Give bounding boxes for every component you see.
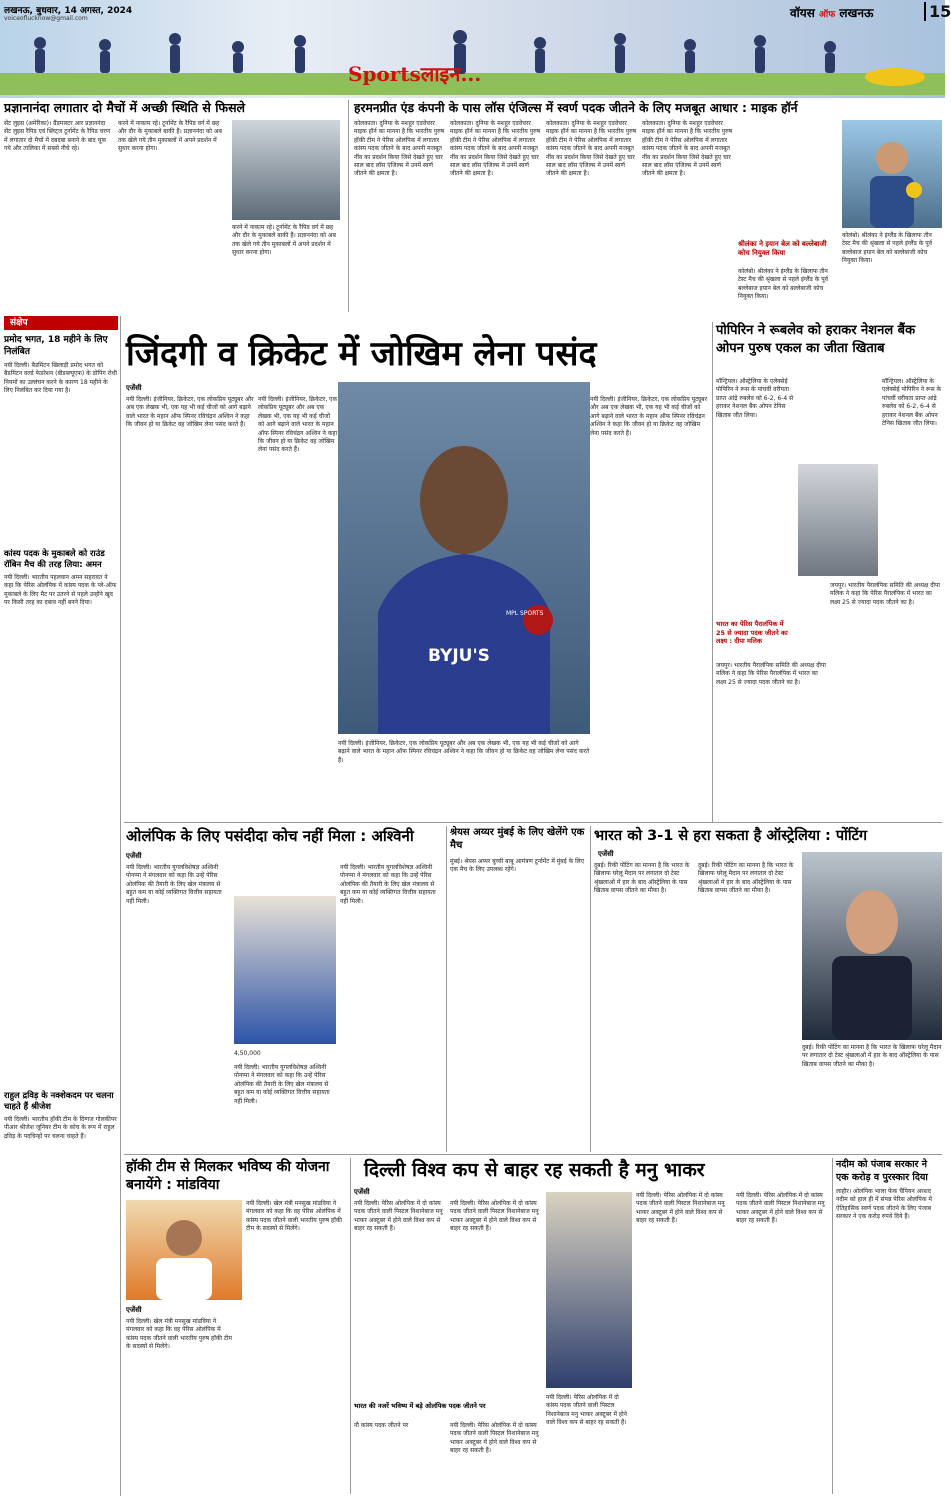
story-body: मॉन्ट्रियल। ऑस्ट्रेलिया के एलेक्सेई पोपिरिन ने रूस के पांचवीं वरीयता प्राप्त आंद्रे रुबलेव को 6-2, 6-4 से हराकर नेशनल बैंक ओपन टेनिस खिताब जीत लिया। <box>716 378 794 419</box>
brief-headline: कांस्य पदक के मुकाबले को राउंड रॉबिन मैच की तरह लिया: अमन <box>4 548 105 569</box>
brand-part-a: वॉयस <box>790 6 815 20</box>
story-headline: हॉकी टीम से मिलकर भविष्य की योजना बनायेंगे : मांडविया <box>126 1159 330 1193</box>
story-body: कोलकाता। दुनिया के मशहूर एडवेंचरर माइक हॉर्न का मानना है कि भारतीय पुरुष हॉकी टीम ने पेरिस ओलंपिक में लगातार कांस्य पदक जीतने के बाद अपनी मजबूत नींव का प्रदर्शन किया जिसे देखते हुए चार साल बाद लॉस एंजिल्स में उनमें स्वर्ण जीतने की क्षमता है। <box>354 120 445 178</box>
sub-headline: श्रीलंका ने इयान बेल को बल्लेबाजी कोच नियुक्त किया <box>738 240 827 257</box>
column-divider <box>712 322 713 822</box>
brief-body: नयी दिल्ली। भारतीय पहलवान अमन सहरावत ने कहा कि पेरिस ओलंपिक में कांस्य पदक के प्ले-ऑफ मुकाबले के लिए मैट पर उतरने से पहले उन्होंने खुद पर किसी तरह का दबाव नहीं बनने दिया। <box>4 574 117 607</box>
story-nadeem <box>836 1158 942 1494</box>
ashwin-photo <box>338 382 590 734</box>
story-body-col4: कोलकाता। दुनिया के मशहूर एडवेंचरर माइक हॉर्न का मानना है कि भारतीय पुरुष हॉकी टीम ने पेरिस ओलंपिक में लगातार कांस्य पदक जीतने के बाद अपनी मजबूत नींव का प्रदर्शन किया जिसे देखते हुए चार साल बाद लॉस एंजिल्स में उनमें स्वर्ण जीतने की क्षमता है। <box>642 120 733 178</box>
story-body-col2: कोलकाता। दुनिया के मशहूर एडवेंचरर माइक हॉर्न का मानना है कि भारतीय पुरुष हॉकी टीम ने पेरिस ओलंपिक में लगातार कांस्य पदक जीतने के बाद अपनी मजबूत नींव का प्रदर्शन किया जिसे देखते हुए चार साल बाद लॉस एंजिल्स में उनमें स्वर्ण जीतने की क्षमता है। <box>450 120 541 178</box>
byline: एजेंसी <box>354 1188 370 1196</box>
story-headline: दिल्ली विश्व कप से बाहर रह सकती है मनु भाकर <box>364 1159 705 1181</box>
story-body: नयी दिल्ली। पेरिस ओलंपिक में दो कांस्य पदक जीतने वाली पिस्टल निशानेबाज मनु भाकर अक्टूबर में होने वाले विश्व कप से बाहर रह सकती हैं। <box>354 1200 443 1233</box>
main-body-bottom: नयी दिल्ली। इंजीनियर, क्रिकेटर, एक लोकप्रिय यूट्यूबर और अब एक लेखक भी, एक यह भी कई चीजों को आगे बढ़ाने वाले भारत के महान ऑफ स्पिनर रविचंद्रन अश्विन ने कहा कि जीवन हो या क्रिकेट वह जोखिम लेना पसंद करते हैं। <box>338 740 590 764</box>
story-continuation: करने में नाकाम रहे। टूर्नामेंट के रैपिड वर्ग में छह और दौर के मुकाबले बाकी हैं। प्रज्ञाननंदा को अब तक खेले गये तीन मुकाबलों में अपने प्रदर्शन में सुधार करना होगा। <box>232 224 336 257</box>
story-ponting <box>594 826 942 1152</box>
story-body-col2: नयी दिल्ली। पेरिस ओलंपिक में दो कांस्य पदक जीतने वाली पिस्टल निशानेबाज मनु भाकर अक्टूबर में होने वाले विश्व कप से बाहर रह सकती हैं। <box>450 1200 539 1233</box>
sub-body-col2: जयपुर। भारतीय पैरालंपिक समिति की अध्यक्ष दीपा मलिक ने कहा कि पेरिस पैरालंपिक में भारत का लक्ष्य 25 से ज्यादा पदक जीतने का है। <box>830 582 940 606</box>
story-body-col2: दुबई। रिकी पोंटिंग का मानना है कि भारत के खिलाफ घरेलू मैदान पर लगातार दो टेस्ट श्रृंखलाओं में हार के बाद ऑस्ट्रेलिया के पास खिताब वापस जीतने का मौका है। <box>698 862 794 895</box>
main-body-col1: नयी दिल्ली। इंजीनियर, क्रिकेटर, एक लोकप्रिय यूट्यूबर और अब एक लेखक भी, एक यह भी कई चीजों को आगे बढ़ाने वाले भारत के महान ऑफ स्पिनर रविचंद्रन अश्विन ने कहा कि जीवन हो या क्रिकेट वह जोखिम लेना पसंद करते हैं। <box>126 396 254 429</box>
story-body: मुंबई। श्रेयस अय्यर बुच्ची बाबू आमंत्रण टूर्नामेंट में मुंबई के लिए एक मैच के लिए उपलब्ध रहेंगे। <box>450 858 585 874</box>
sub-body: जयपुर। भारतीय पैरालंपिक समिति की अध्यक्ष दीपा मलिक ने कहा कि पेरिस पैरालंपिक में भारत का लक्ष्य 25 से ज्यादा पदक जीतने का है। <box>716 662 826 686</box>
story-body: नयी दिल्ली। खेल मंत्री मनसुख मांडविया ने मंगलवार को कहा कि वह पेरिस ओलंपिक में कांस्य पदक जीतने वाली भारतीय पुरुष हॉकी टीम के सदस्यों से मिलेंगे। <box>126 1318 233 1351</box>
mandaviya-photo <box>126 1200 242 1300</box>
story-popyrin <box>716 322 942 822</box>
sub-body: नौ कांस्य पदक जीतने पर <box>354 1422 409 1429</box>
story-headline: प्रज्ञानानंदा लगातार दो मैचों में अच्छी स्थिति से फिसले <box>4 100 245 115</box>
story-body-col3: नयी दिल्ली। पेरिस ओलंपिक में दो कांस्य पदक जीतने वाली पिस्टल निशानेबाज मनु भाकर अक्टूबर में होने वाले विश्व कप से बाहर रह सकती हैं। <box>546 1394 627 1427</box>
section-rule <box>124 1154 942 1155</box>
story-headline: हरमनप्रीत एंड कंपनी के पास लॉस एंजिल्स में स्वर्ण पदक जीतने के लिए मजबूत आधार : माइक हॉर्न <box>354 101 798 115</box>
column-divider <box>350 1158 351 1494</box>
story-body-col4: नयी दिल्ली। पेरिस ओलंपिक में दो कांस्य पदक जीतने वाली पिस्टल निशानेबाज मनु भाकर अक्टूबर में होने वाले विश्व कप से बाहर रह सकती हैं। <box>636 1192 725 1225</box>
sidebar-briefs <box>4 334 118 1492</box>
column-divider <box>120 316 121 1496</box>
story-body: लाहौर। ओलंपिक भाला फेंक चैंपियन अरशद नदीम को हाल ही में संपन्न पेरिस ओलंपिक में ऐतिहासिक स्वर्ण पदक जीतने के लिए पंजाब सरकार ने एक करोड़ रुपये दिये हैं। <box>836 1188 932 1221</box>
byline: एजेंसी <box>126 384 142 392</box>
section-title: Sportsलाइन... <box>348 62 482 86</box>
section-rule <box>124 822 942 823</box>
story-body: दुबई। रिकी पोंटिंग का मानना है कि भारत के खिलाफ घरेलू मैदान पर लगातार दो टेस्ट श्रृंखलाओं में हार के बाद ऑस्ट्रेलिया के पास खिताब वापस जीतने का मौका है। <box>594 862 690 895</box>
story-headline: पोपिरिन ने रूबलेव को हराकर नेशनल बैंक ओपन पुरुष एकल का जीता खिताब <box>716 323 916 356</box>
story-shreyas <box>450 826 588 1152</box>
brief-body: नयी दिल्ली। बैडमिंटन खिलाड़ी प्रमोद भगत को बैडमिंटन वर्ल्ड फेडरेशन (बीडब्ल्यूएफ) के डोपिंग रोधी नियमों का उल्लंघन करने के कारण 18 महीने के लिए निलंबित कर दिया गया है। <box>4 362 117 395</box>
dateline: लखनऊ, बुधवार, 14 अगस्त, 2024 <box>4 6 133 16</box>
story-pragyananda <box>4 100 346 312</box>
ashwini-body-col3: नयी दिल्ली। भारतीय युगलविशेषज्ञ अश्विनी पोनप्पा ने मंगलवार को कहा कि उन्हें पेरिस ओलंपिक की तैयारी के लिए खेल मंत्रालय से बहुत कम या कोई व्यक्तिगत वित्तीय सहायता नहीं मिली। <box>340 864 436 905</box>
brand-part-b: ऑफ <box>819 10 836 20</box>
ashwini-body-col2: नयी दिल्ली। भारतीय युगलविशेषज्ञ अश्विनी पोनप्पा ने मंगलवार को कहा कि उन्हें पेरिस ओलंपिक की तैयारी के लिए खेल मंत्रालय से बहुत कम या कोई व्यक्तिगत वित्तीय सहायता नहीं मिली। <box>234 1064 330 1105</box>
brand-part-c: लखनऊ <box>839 6 874 20</box>
story-body-col3: कोलकाता। दुनिया के मशहूर एडवेंचरर माइक हॉर्न का मानना है कि भारतीय पुरुष हॉकी टीम ने पेरिस ओलंपिक में लगातार कांस्य पदक जीतने के बाद अपनी मजबूत नींव का प्रदर्शन किया जिसे देखते हुए चार साल बाद लॉस एंजिल्स में उनमें स्वर्ण जीतने की क्षमता है। <box>546 120 637 178</box>
story-body-col2: मॉन्ट्रियल। ऑस्ट्रेलिया के एलेक्सेई पोपिरिन ने रूस के पांचवीं वरीयता प्राप्त आंद्रे रुबलेव को 6-2, 6-4 से हराकर नेशनल बैंक ओपन टेनिस खिताब जीत लिया। <box>882 378 942 428</box>
story-mike-horn <box>354 100 942 320</box>
ponting-photo <box>802 852 942 1040</box>
jersey-kit: MPL SPORTS <box>506 610 544 617</box>
story-headline: नदीम को पंजाब सरकार ने एक करोड़ व पुरस्कार दिया <box>836 1159 928 1183</box>
manu-photo <box>546 1192 632 1388</box>
byline: एजेंसी <box>598 850 614 858</box>
column-divider <box>348 100 349 312</box>
story-body-col3: दुबई। रिकी पोंटिंग का मानना है कि भारत के खिलाफ घरेलू मैदान पर लगातार दो टेस्ट श्रृंखलाओं में हार के बाद ऑस्ट्रेलिया के पास खिताब वापस जीतने का मौका है। <box>802 1044 942 1068</box>
column-divider <box>832 1158 833 1494</box>
main-headline: जिंदगी व क्रिकेट में जोखिम लेना पसंद <box>126 334 597 374</box>
main-body-col3: नयी दिल्ली। इंजीनियर, क्रिकेटर, एक लोकप्रिय यूट्यूबर और अब एक लेखक भी, एक यह भी कई चीजों को आगे बढ़ाने वाले भारत के महान ऑफ स्पिनर रविचंद्रन अश्विन ने कहा कि जीवन हो या क्रिकेट वह जोखिम लेना पसंद करते हैं। <box>590 396 708 437</box>
story-body-col5: नयी दिल्ली। पेरिस ओलंपिक में दो कांस्य पदक जीतने वाली पिस्टल निशानेबाज मनु भाकर अक्टूबर में होने वाले विश्व कप से बाहर रह सकती हैं। <box>736 1192 825 1225</box>
sub-headline: भारत की नजरें भविष्य में बड़े ओलंपिक पदक जीतने पर <box>354 1402 486 1410</box>
story-headline: श्रेयस अय्यर मुंबई के लिए खेलेंगे एक मैच <box>450 827 585 851</box>
jersey-sponsor: BYJU'S <box>428 646 490 666</box>
brief-tag: संक्षेप <box>4 316 118 330</box>
ashwini-figure: 4,50,000 <box>234 1050 261 1057</box>
story-headline: भारत को 3-1 से हरा सकता है ऑस्ट्रेलिया : पोंटिंग <box>594 828 868 844</box>
brief-headline: प्रमोद भगत, 18 महीने के लिए निलंबित <box>4 335 108 357</box>
photo-caption-body: कोलंबो। श्रीलंका ने इंग्लैंड के खिलाफ तीन टेस्ट मैच की श्रृंखला से पहले इंग्लैंड के पूर्व बल्लेबाज इयान बेल को बल्लेबाजी कोच नियुक्त किया। <box>842 232 932 265</box>
player-photo <box>232 120 340 220</box>
mike-horn-photo <box>842 120 942 228</box>
story-lead: सेंट लुइस (अमेरिका)। ग्रैंडमास्टर आर प्रज्ञाननंदा सेंट लुइस रैपिड एवं ब्लिट्ज टूर्नामेंट के रैपिड चरण में लगातार दो मैचों में दबदबा बनाने के बाद चूक गये और तालिका में सबसे नीचे रहे। <box>4 120 111 153</box>
ashwini-headline: ओलंपिक के लिए पसंदीदा कोच नहीं मिला : अश्विनी <box>126 827 414 845</box>
story-body-col2: नयी दिल्ली। खेल मंत्री मनसुख मांडविया ने मंगलवार को कहा कि वह पेरिस ओलंपिक में कांस्य पदक जीतने वाली भारतीय पुरुष हॉकी टीम के सदस्यों से मिलेंगे। <box>246 1200 342 1233</box>
byline: एजेंसी <box>126 1306 142 1314</box>
sub-headline: भारत का पेरिस पैरालंपिक में 25 से ज्यादा पदक जीतने का लक्ष्य : दीपा मलिक <box>716 620 788 645</box>
brief-body: नयी दिल्ली। भारतीय हॉकी टीम के दिग्गज गोलकीपर पीआर श्रीजेश जूनियर टीम के कोच के रूप में राहुल द्रविड़ के पदचिन्हों पर चलना चाहते हैं। <box>4 1116 117 1140</box>
ashwini-body-col1: नयी दिल्ली। भारतीय युगलविशेषज्ञ अश्विनी पोनप्पा ने मंगलवार को कहा कि उन्हें पेरिस ओलंपिक की तैयारी के लिए खेल मंत्रालय से बहुत कम या कोई व्यक्तिगत वित्तीय सहायता नहीं मिली। <box>126 864 222 905</box>
sub-body-col2: नयी दिल्ली। पेरिस ओलंपिक में दो कांस्य पदक जीतने वाली पिस्टल निशानेबाज मनु भाकर अक्टूबर में होने वाले विश्व कप से बाहर रह सकती हैं। <box>450 1422 539 1455</box>
column-divider <box>590 826 591 1152</box>
column-divider <box>446 826 447 1152</box>
main-body-col2: नयी दिल्ली। इंजीनियर, क्रिकेटर, एक लोकप्रिय यूट्यूबर और अब एक लेखक भी, एक यह भी कई चीजों को आगे बढ़ाने वाले भारत के महान ऑफ स्पिनर रविचंद्रन अश्विन ने कहा कि जीवन हो या क्रिकेट वह जोखिम लेना पसंद करते हैं। <box>258 396 338 454</box>
story-body: करने में नाकाम रहे। टूर्नामेंट के रैपिड वर्ग में छह और दौर के मुकाबले बाकी हैं। प्रज्ञाननंदा को अब तक खेले गये तीन मुकाबलों में अपने प्रदर्शन में सुधार करना होगा। <box>118 120 222 153</box>
popyrin-photo <box>798 464 878 576</box>
ashwini-photo <box>234 896 336 1044</box>
sub-body: कोलंबो। श्रीलंका ने इंग्लैंड के खिलाफ तीन टेस्ट मैच की श्रृंखला से पहले इंग्लैंड के पूर्व बल्लेबाज इयान बेल को बल्लेबाजी कोच नियुक्त किया। <box>738 268 828 301</box>
story-mandaviya <box>126 1158 348 1494</box>
brief-headline: राहुल द्रविड़ के नक्शेकदम पर चलना चाहते हैं श्रीजेश <box>4 1090 114 1111</box>
byline: एजेंसी <box>126 852 142 860</box>
brand-logo <box>790 4 922 20</box>
email: voiceoflucknow@gmail.com <box>4 15 88 22</box>
story-manu <box>354 1158 830 1494</box>
page-number: 15 <box>924 2 951 21</box>
masthead-banner <box>0 0 951 98</box>
